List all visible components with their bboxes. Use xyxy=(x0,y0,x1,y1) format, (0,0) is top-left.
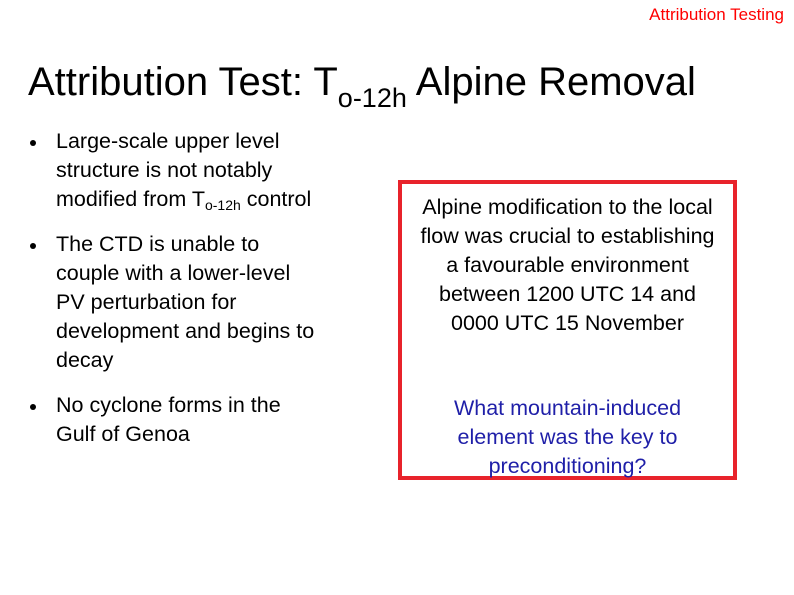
bullet-dot-icon xyxy=(30,404,36,410)
bullet-item xyxy=(28,391,318,449)
bullet-list xyxy=(28,127,318,465)
title-suffix: Alpine Removal xyxy=(406,60,696,104)
slide-title xyxy=(28,54,696,113)
bullet-item xyxy=(28,230,318,375)
bullet-subscript: o-12h xyxy=(204,197,241,213)
bullet-text-after: control xyxy=(240,187,312,211)
bullet-dot-icon xyxy=(30,140,36,146)
bullet-dot-icon xyxy=(30,243,36,249)
section-label: Attribution Testing xyxy=(649,5,784,24)
callout-question: What mountain-induced element was the key to preconditioning? xyxy=(453,396,682,478)
title-subscript: o-12h xyxy=(337,83,407,113)
bullet-text: Large-scale upper level structure is not notably modified from T xyxy=(56,129,280,211)
title-prefix: Attribution Test: T xyxy=(28,60,338,104)
bullet-text: The CTD is unable to couple with a lower-level PV perturbation for development and begins to decay xyxy=(56,232,315,372)
callout-box xyxy=(398,180,737,480)
callout-statement: Alpine modification to the local flow was crucial to establishing a favourable environment between 1200 UTC 14 and 0000 UTC 15 November xyxy=(420,195,715,335)
bullet-item xyxy=(28,127,318,214)
bullet-text: No cyclone forms in the Gulf of Genoa xyxy=(56,393,281,446)
